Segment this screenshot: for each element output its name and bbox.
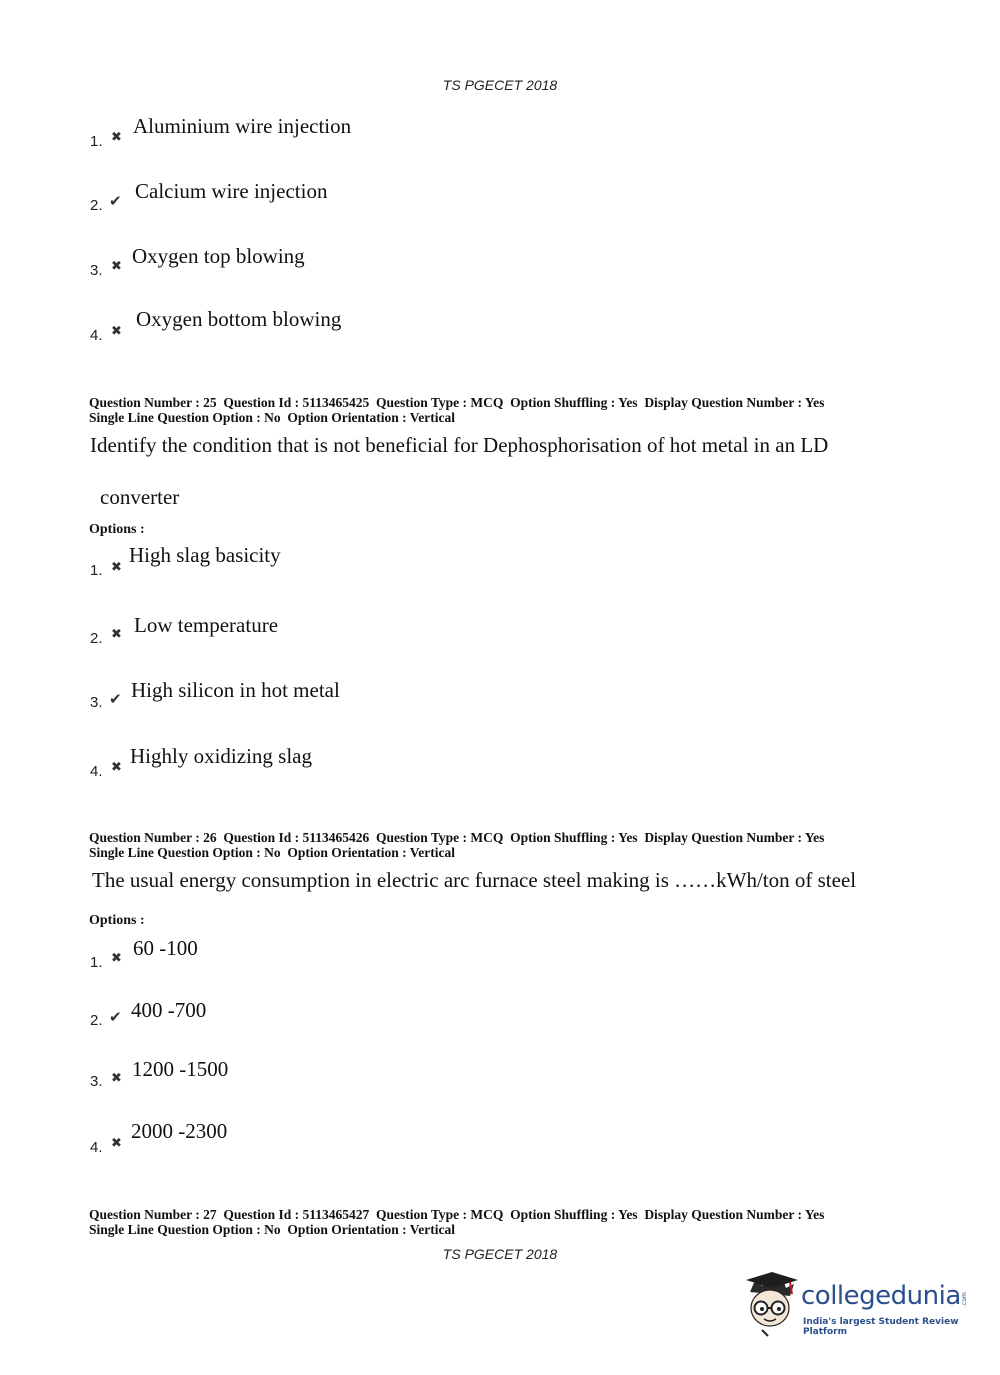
check-mark-icon: ✔ <box>109 1008 122 1026</box>
brand-suffix: .com <box>960 1292 968 1307</box>
wrong-mark-icon: ✖ <box>111 259 122 274</box>
options-label: Options : <box>89 913 145 928</box>
question-meta-line: Question Number : 25 Question Id : 5113465425 Question Type : MCQ Option Shuffling : Yes Display Question Number : Yes <box>89 395 825 410</box>
option-text: High slag basicity <box>129 543 281 567</box>
option-number: 3. <box>90 694 103 711</box>
wrong-mark-icon: ✖ <box>111 324 122 339</box>
question-meta-line: Single Line Question Option : No Option Orientation : Vertical <box>89 410 456 425</box>
page-header: TS PGECET 2018 <box>442 77 558 93</box>
wrong-mark-icon: ✖ <box>111 627 122 642</box>
wrong-mark-icon: ✖ <box>111 760 122 775</box>
question-meta-line: Single Line Question Option : No Option Orientation : Vertical <box>89 845 456 860</box>
option-number: 1. <box>90 954 103 971</box>
wrong-mark-icon: ✖ <box>111 130 122 145</box>
options-label: Options : <box>89 522 145 537</box>
option-number: 2. <box>90 630 103 647</box>
brand-name: collegedunia <box>801 1281 961 1311</box>
option-text: Low temperature <box>134 613 279 637</box>
wrong-mark-icon: ✖ <box>111 560 122 575</box>
check-mark-icon: ✔ <box>109 192 122 210</box>
question-meta-line: Question Number : 27 Question Id : 5113465427 Question Type : MCQ Option Shuffling : Yes Display Question Number : Yes <box>89 1207 825 1222</box>
wrong-mark-icon: ✖ <box>111 1071 122 1086</box>
question-meta-line: Single Line Question Option : No Option Orientation : Vertical <box>89 1222 456 1237</box>
option-text: High silicon in hot metal <box>131 678 340 702</box>
option-number: 2. <box>90 1012 103 1029</box>
option-text: Oxygen bottom blowing <box>136 307 342 331</box>
question-text: The usual energy consumption in electric arc furnace steel making is ……kWh/ton of steel <box>92 868 857 892</box>
option-number: 1. <box>90 562 103 579</box>
option-number: 2. <box>90 197 103 214</box>
option-text: Oxygen top blowing <box>132 244 305 268</box>
option-number: 1. <box>90 133 103 150</box>
option-text: Calcium wire injection <box>135 179 328 203</box>
option-text: 60 -100 <box>133 936 198 960</box>
option-number: 3. <box>90 262 103 279</box>
brand-tagline: India's largest Student Review Platform <box>803 1317 959 1337</box>
mascot-icon <box>742 1270 802 1340</box>
option-text: Highly oxidizing slag <box>130 744 312 768</box>
option-number: 3. <box>90 1073 103 1090</box>
option-text: 1200 -1500 <box>132 1057 229 1081</box>
option-number: 4. <box>90 763 103 780</box>
wrong-mark-icon: ✖ <box>111 951 122 966</box>
check-mark-icon: ✔ <box>109 690 122 708</box>
wrong-mark-icon: ✖ <box>111 1136 122 1151</box>
page-footer: TS PGECET 2018 <box>442 1246 558 1262</box>
option-text: 400 -700 <box>131 998 207 1022</box>
question-text-continued: converter <box>100 485 180 509</box>
option-text: Aluminium wire injection <box>133 114 352 138</box>
option-number: 4. <box>90 327 103 344</box>
option-text: 2000 -2300 <box>131 1119 228 1143</box>
question-meta-line: Question Number : 26 Question Id : 5113465426 Question Type : MCQ Option Shuffling : Yes Display Question Number : Yes <box>89 830 825 845</box>
option-number: 4. <box>90 1139 103 1156</box>
question-text: Identify the condition that is not beneficial for Dephosphorisation of hot metal in an LD <box>90 433 829 457</box>
